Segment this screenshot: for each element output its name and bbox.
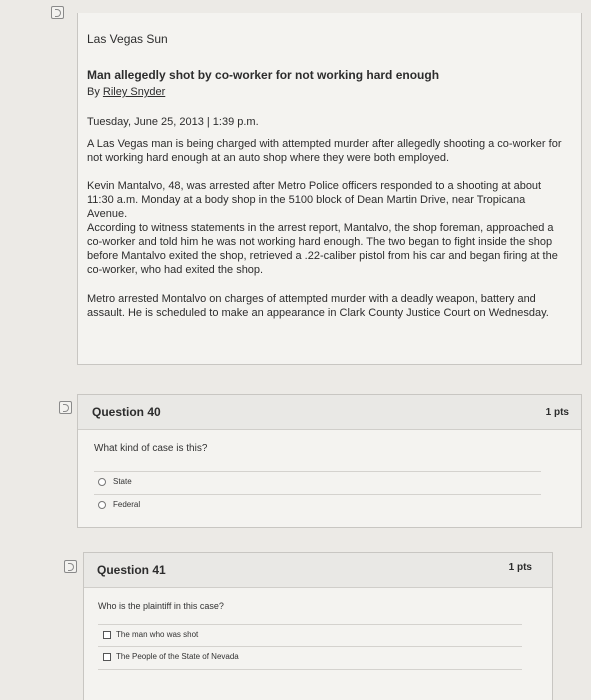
flag-question-41-icon[interactable] [64, 560, 77, 573]
answer-option-people-nevada[interactable] [103, 652, 239, 661]
author-link[interactable]: Riley Snyder [102, 86, 166, 98]
article-paragraph: Kevin Mantalvo, 48, was arrested after Metro Police officers responded to a shooting at about 11:30 a.m. Monday at a body shop in the 5100 block of Dean Martin Drive, near Tropicana Avenue. [87, 180, 542, 220]
question-40-card [77, 394, 582, 528]
answer-option-label: The People of the State of Nevada [116, 652, 239, 661]
question-41-card [83, 552, 553, 700]
question-40-points: 1 pts [545, 407, 569, 418]
divider [98, 669, 522, 670]
answer-option-man-shot[interactable] [103, 630, 198, 639]
article-headline: Man allegedly shot by co-worker for not working hard enough [87, 68, 440, 82]
divider [94, 494, 541, 495]
article-paragraph: Metro arrested Montalvo on charges of attempted murder with a deadly weapon, battery and assault. He is scheduled to make an appearance in Clark County Justice Court on Wednesday. [87, 293, 549, 319]
article-paragraph: According to witness statements in the arrest report, Mantalvo, the shop foreman, approached a co-worker and told him he was not working hard enough. The two began to fight inside the shop before Mantalvo exited the shop, retrieved a .22-caliber pistol from his car and began firing at the co-worker, who had exited the shop. [87, 222, 558, 276]
article-paragraph: A Las Vegas man is being charged with attempted murder after allegedly shooting a co-worker for not working hard enough at an auto shop where they were both employed. [87, 138, 562, 164]
question-41-prompt: Who is the plaintiff in this case? [98, 601, 224, 611]
checkbox[interactable] [103, 653, 111, 661]
answer-option-label: The man who was shot [116, 630, 199, 639]
divider [98, 624, 522, 625]
checkbox[interactable] [103, 631, 111, 639]
article-byline [87, 86, 165, 98]
question-41-title: Question 41 [97, 563, 166, 577]
byline-prefix: By [87, 86, 103, 98]
answer-option-state[interactable] [98, 477, 132, 486]
divider [98, 646, 522, 647]
flag-question-icon[interactable] [51, 6, 64, 19]
radio-button[interactable] [98, 478, 106, 486]
answer-option-federal[interactable] [98, 500, 140, 509]
question-41-header [84, 553, 552, 588]
question-40-title: Question 40 [92, 405, 161, 419]
article-source: Las Vegas Sun [87, 32, 168, 46]
radio-button[interactable] [98, 501, 106, 509]
flag-question-40-icon[interactable] [59, 401, 72, 414]
article-date: Tuesday, June 25, 2013 | 1:39 p.m. [87, 116, 259, 128]
question-41-points: 1 pts [508, 562, 532, 573]
divider [94, 471, 541, 472]
answer-option-label: Federal [113, 500, 141, 509]
question-40-header [78, 395, 581, 430]
question-40-prompt: What kind of case is this? [94, 443, 208, 454]
article-passage [77, 13, 582, 365]
answer-option-label: State [113, 477, 132, 486]
